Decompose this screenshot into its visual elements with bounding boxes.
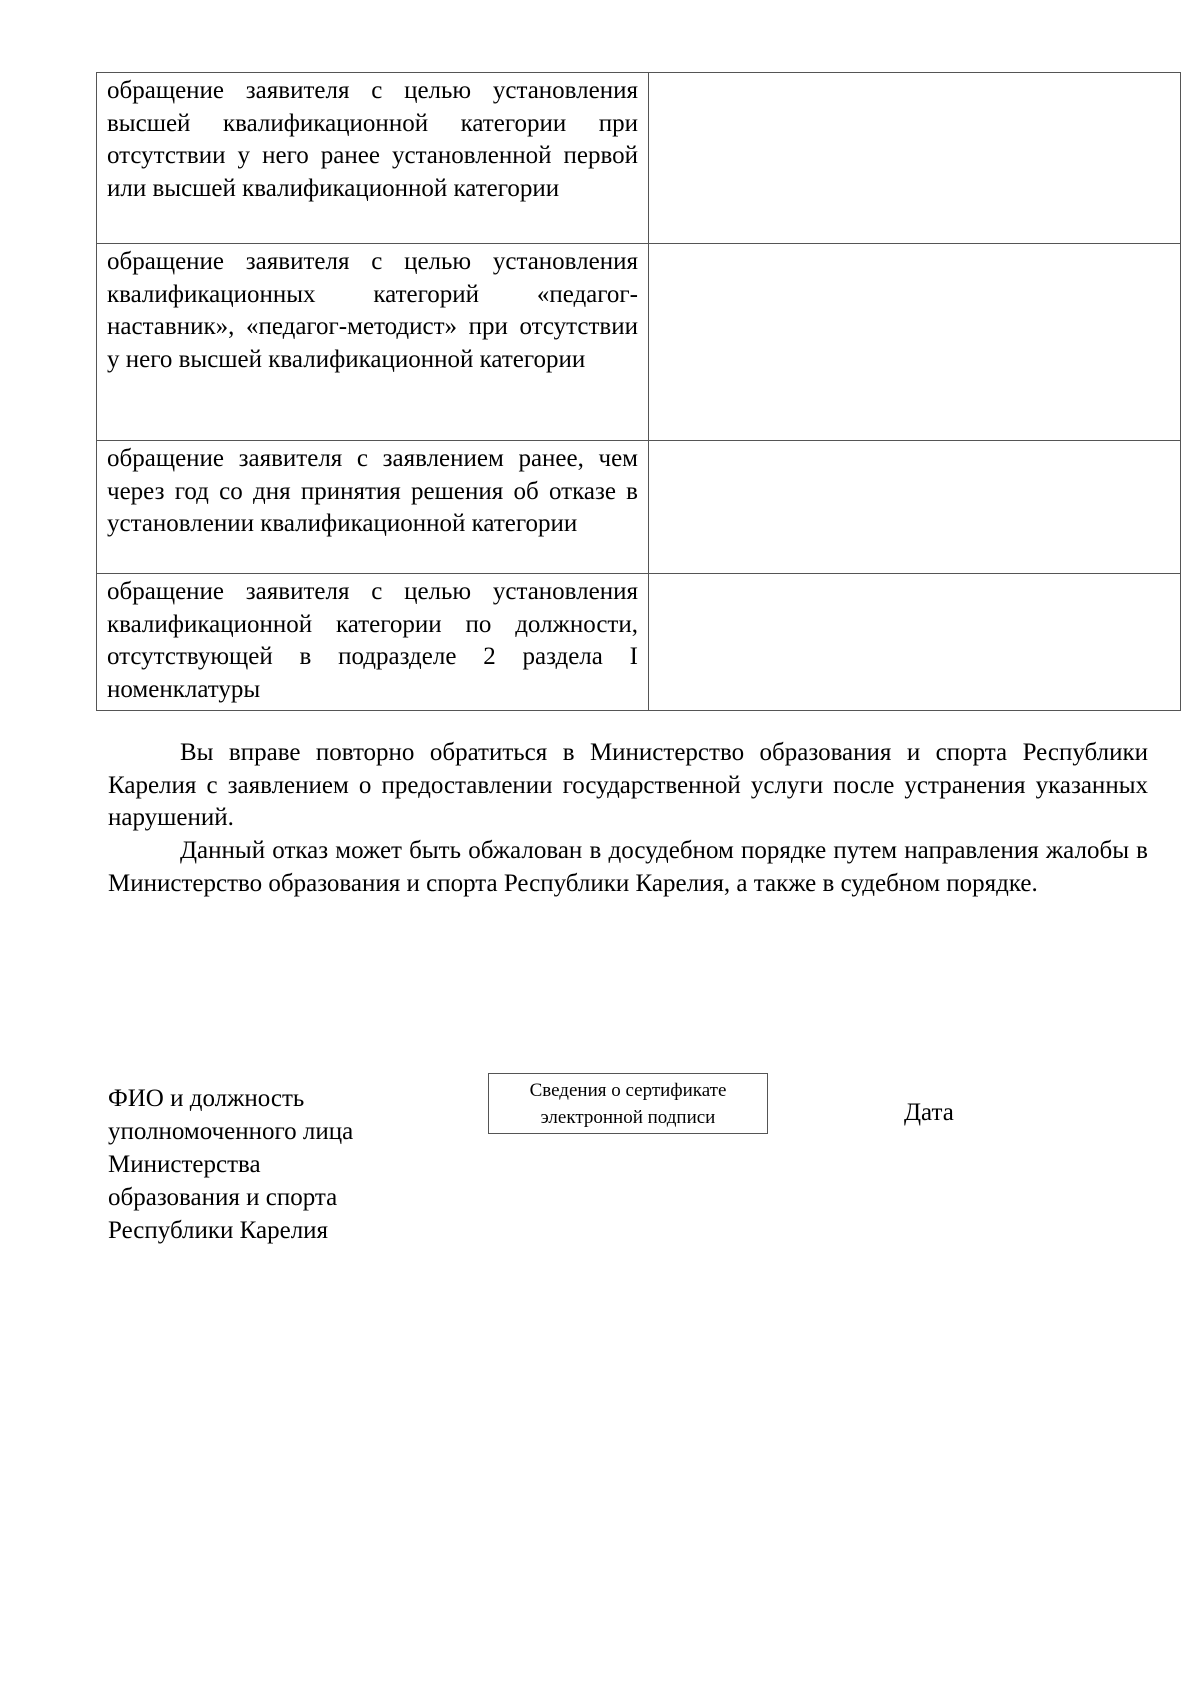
certificate-line: электронной подписи — [540, 1107, 716, 1128]
explanation-cell — [649, 441, 1181, 574]
reason-cell: обращение заявителя с целью установления высшей квалификационной категории при отсутствии у него ранее установленной первой или высшей квалификационной категории — [97, 73, 649, 244]
signer-line: уполномоченного лица — [108, 1118, 354, 1145]
signer-line: Республики Карелия — [108, 1217, 329, 1244]
table-row — [97, 574, 1181, 711]
signer-line: ФИО и должность — [108, 1085, 305, 1112]
reason-cell: обращение заявителя с заявлением ранее, чем через год со дня принятия решения об отказе в установлении квалификационной категории — [97, 441, 649, 574]
table-row — [97, 441, 1181, 574]
table-row — [97, 244, 1181, 441]
explanation-cell — [649, 574, 1181, 711]
reason-cell: обращение заявителя с целью установления квалификационной категории по должности, отсутствующей в подразделе 2 раздела I номенклатуры — [97, 574, 649, 711]
reason-cell: обращение заявителя с целью установления квалификационных категорий «педагог-наставник», «педагог-методист» при отсутствии у него высшей квалификационной категории — [97, 244, 649, 441]
signer-line: Министерства — [108, 1151, 261, 1178]
signer-line: образования и спорта — [108, 1184, 338, 1211]
appeal-paragraph: Данный отказ может быть обжалован в досудебном порядке путем направления жалобы в Министерство образования и спорта Республики Карелия, а также в судебном порядке. — [108, 837, 1148, 897]
refusal-reasons-table — [96, 72, 1181, 711]
date-label: Дата — [904, 1099, 954, 1126]
certificate-line: Сведения о сертификате — [529, 1080, 727, 1101]
explanation-cell — [649, 244, 1181, 441]
table-row — [97, 73, 1181, 244]
signer-block — [108, 1082, 408, 1247]
reapply-paragraph: Вы вправе повторно обратиться в Министерство образования и спорта Республики Карелия с заявлением о предоставлении государственной услуги после устранения указанных нарушений. — [108, 739, 1148, 832]
explanation-cell — [649, 73, 1181, 244]
signature-certificate-box — [488, 1073, 768, 1134]
